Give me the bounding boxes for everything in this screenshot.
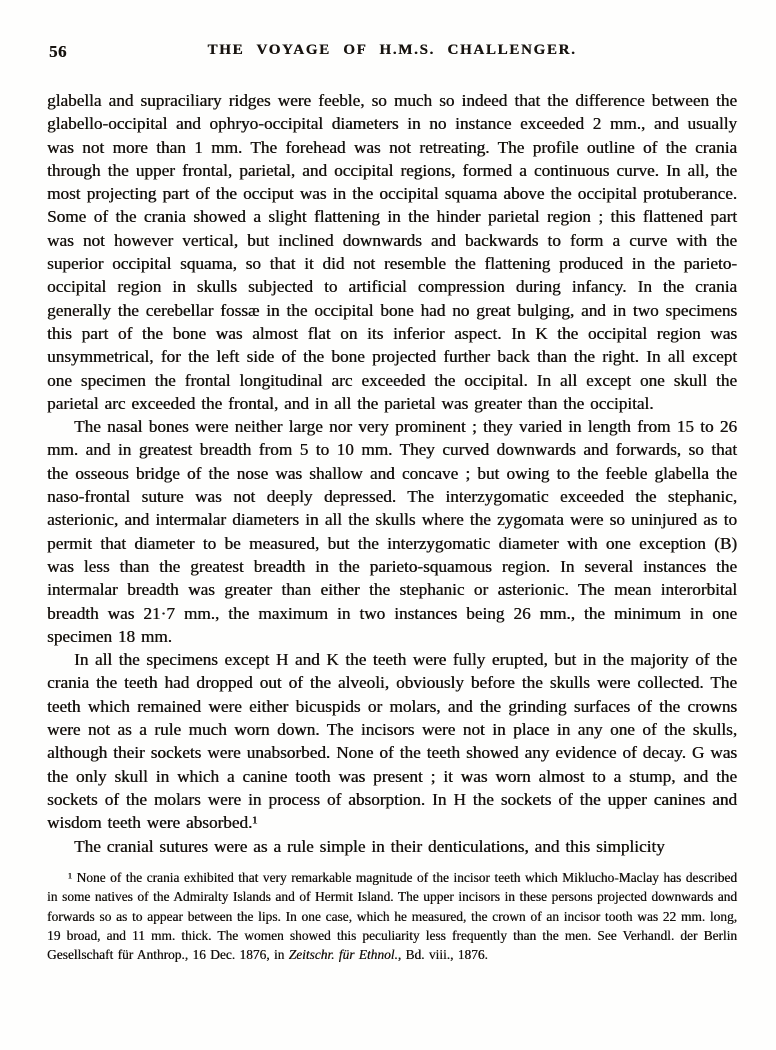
page-number: 56 (49, 42, 67, 61)
footnote-text-lead: ¹ None of the crania exhibited that very remarkable magnitude of the incisor teeth which Miklucho-Maclay has described in some natives of the Admiralty Islands and of Hermit Island. The upper incisors in these persons projected downwards and forwards so as to appear between the lips. In one case, which he measured, the crown of an incisor tooth was 22 mm. long, 19 broad, and 11 mm. thick. The women showed this peculiarity less frequently than the men. See Verhandl. der Berlin Gesellschaft für Anthrop., 16 Dec. 1876, in (47, 869, 737, 963)
page-header (47, 42, 737, 63)
footnote-paragraph (47, 868, 737, 965)
footnote-text-tail: , Bd. viii., 1876. (397, 947, 488, 963)
body-paragraph-2: The nasal bones were neither large nor very prominent ; they varied in length from 15 to 26 mm. and in greatest breadth from 5 to 10 mm. They curved downwards and forwards, so that the osseous bridge of the nose was shallow and concave ; but owing to the feeble glabella the naso-frontal suture was not deeply depressed. The interzygomatic exceeded the stephanic, asterionic, and intermalar diameters in all the skulls where the zygomata were so uninjured as to permit that diameter to be measured, but the interzygomatic diameter with one exception (B) was less than the greatest breadth in the parieto-squamous region. In several instances the intermalar breadth was greater than either the stephanic or asterionic. The mean interorbital breadth was 21·7 mm., the maximum in two instances being 26 mm., the minimum in one specimen 18 mm. (47, 417, 737, 646)
page-body (47, 89, 737, 858)
running-head-title: THE VOYAGE OF H.M.S. CHALLENGER. (207, 42, 577, 58)
footnote-italic-citation: Zeitschr. für Ethnol. (288, 947, 398, 963)
body-paragraph-1: glabella and supraciliary ridges were feeble, so much so indeed that the difference between the glabello-occipital and ophryo-occipital diameters in no instance exceeded 2 mm., and usually was not more than 1 mm. The forehead was not retreating. The profile outline of the crania through the upper frontal, parietal, and occipital regions, formed a continuous curve. In all, the most projecting part of the occiput was in the occipital squama above the occipital protuberance. Some of the crania showed a slight flattening in the hinder parietal region ; this flattened part was not however vertical, but inclined downwards and backwards to form a curve with the superior occipital squama, so that it did not resemble the flattening produced in the parieto-occipital region in skulls subjected to artificial compression during infancy. In the crania generally the cerebellar fossæ in the occipital bone had no great bulging, and in two specimens this part of the bone was almost flat on its inferior aspect. In K the occipital region was unsymmetrical, for the left side of the bone projected further back than the right. In all except one specimen the frontal longitudinal arc exceeded the occipital. In all except one skull the parietal arc exceeded the frontal, and in all the parietal was greater than the occipital. (47, 91, 737, 413)
footnote (47, 868, 737, 965)
body-paragraph-3: In all the specimens except H and K the teeth were fully erupted, but in the majority of the crania the teeth had dropped out of the alveoli, obviously before the skulls were collected. The teeth which remained were either bicuspids or molars, and the grinding surfaces of the crowns were not as a rule much worn down. The incisors were not in place in any one of the skulls, although their sockets were unabsorbed. None of the teeth showed any evidence of decay. G was the only skull in which a canine tooth was present ; it was worn almost to a stump, and the sockets of the molars were in process of absorption. In H the sockets of the upper canines and wisdom teeth were absorbed.¹ (47, 650, 737, 833)
body-paragraph-4: The cranial sutures were as a rule simple in their denticulations, and this simplicity (74, 836, 665, 856)
